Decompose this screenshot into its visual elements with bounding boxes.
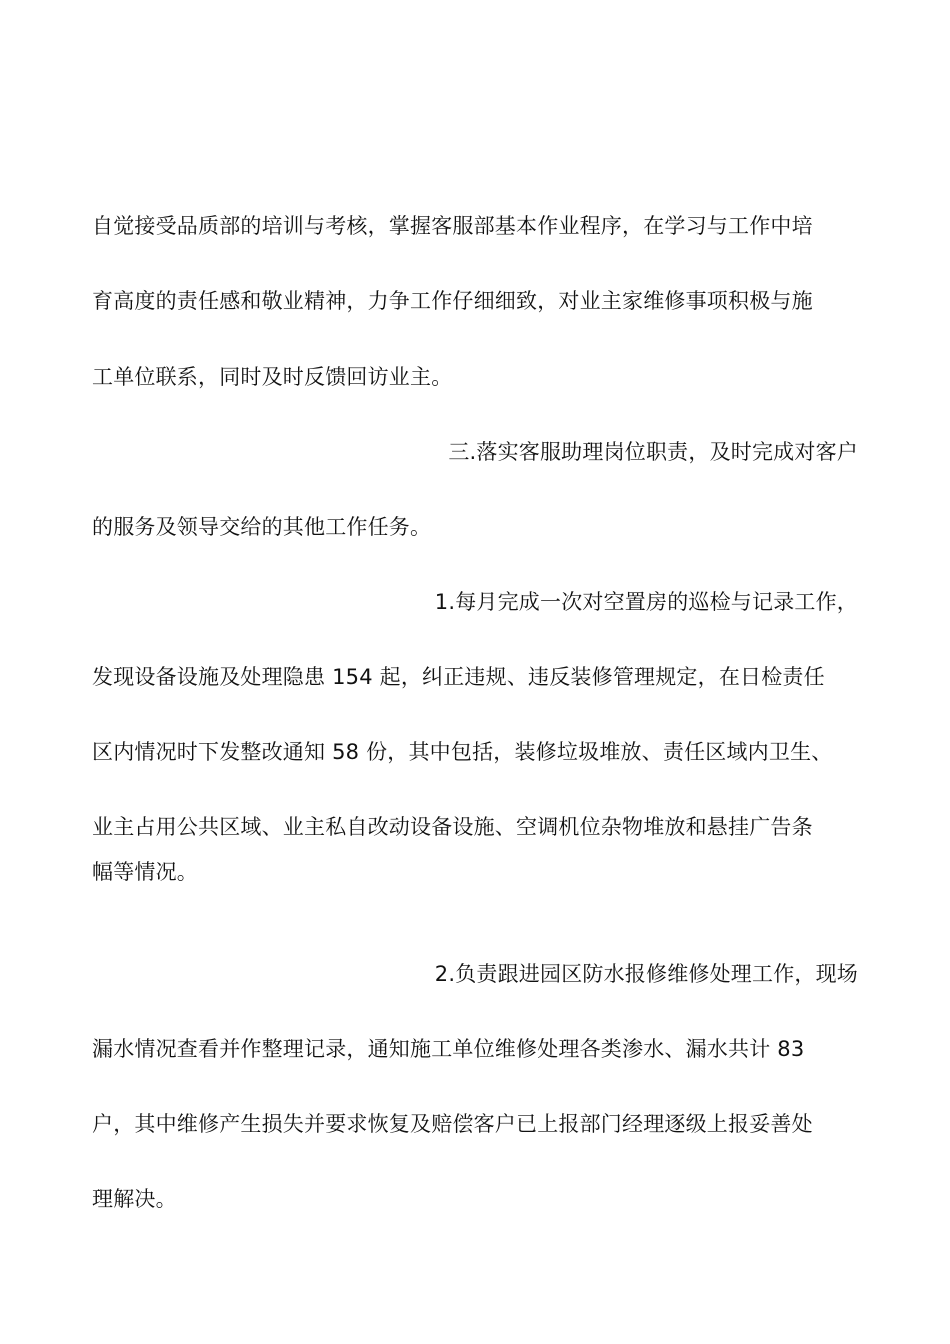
paragraph-line: 育高度的责任感和敬业精神，力争工作仔细细致，对业主家维修事项积极与施 <box>92 289 813 313</box>
paragraph-line: 的服务及领导交给的其他工作任务。 <box>92 515 432 539</box>
list-item-1-heading: 1.每月完成一次对空置房的巡检与记录工作， <box>434 590 858 614</box>
paragraph-line: 漏水情况查看并作整理记录，通知施工单位维修处理各类渗水、漏水共计 83 <box>92 1037 805 1061</box>
paragraph-line: 业主占用公共区域、业主私自改动设备设施、空调机位杂物堆放和悬挂广告条 <box>92 815 813 839</box>
paragraph-line: 发现设备设施及处理隐患 154 起，纠正违规、违反装修管理规定，在日检责任 <box>92 665 825 689</box>
section-heading-three: 三.落实客服助理岗位职责，及时完成对客户 <box>448 440 858 464</box>
paragraph-line: 区内情况时下发整改通知 58 份，其中包括，装修垃圾堆放、责任区域内卫生、 <box>92 740 833 764</box>
paragraph-line: 理解决。 <box>92 1187 177 1211</box>
paragraph-line: 幅等情况。 <box>92 860 198 884</box>
paragraph-line: 工单位联系，同时及时反馈回访业主。 <box>92 365 453 389</box>
paragraph-line: 自觉接受品质部的培训与考核，掌握客服部基本作业程序，在学习与工作中培 <box>92 214 813 238</box>
paragraph-line: 户，其中维修产生损失并要求恢复及赔偿客户已上报部门经理逐级上报妥善处 <box>92 1112 813 1136</box>
list-item-2-heading: 2.负责跟进园区防水报修维修处理工作，现场 <box>434 962 858 986</box>
